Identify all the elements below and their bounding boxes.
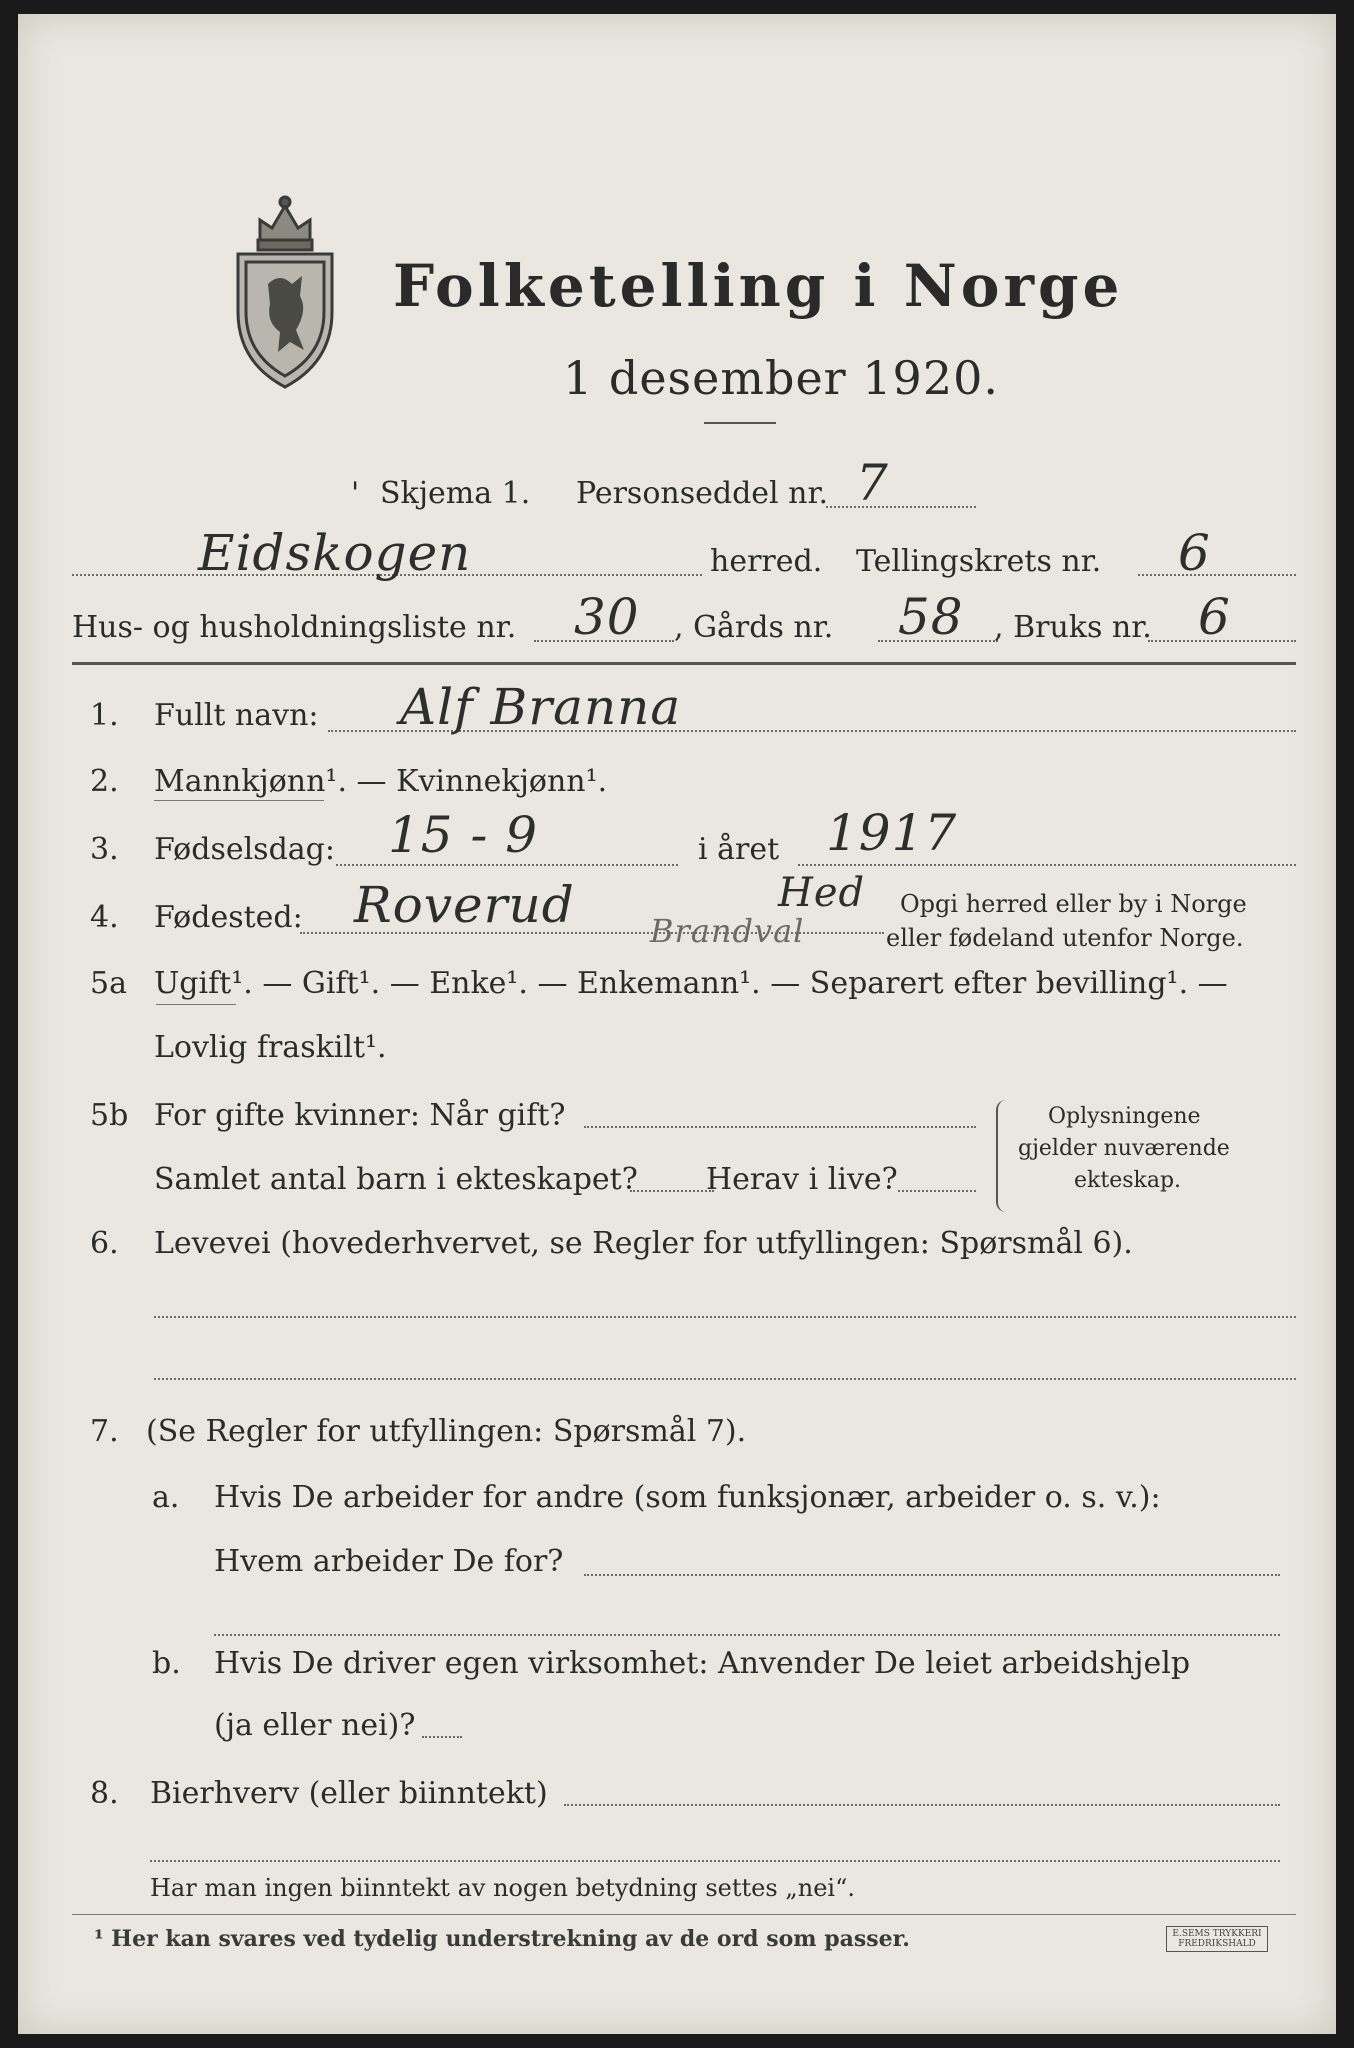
q3-label: Fødselsdag: — [154, 832, 335, 867]
q8-number: 8. — [90, 1776, 119, 1811]
q7-number: 7. — [90, 1414, 119, 1449]
header-divider — [72, 662, 1296, 665]
printer-stamp — [1166, 1926, 1268, 1952]
q6-number: 6. — [90, 1226, 119, 1261]
tick-mark: ' — [351, 476, 360, 511]
q5b-number: 5b — [90, 1098, 129, 1133]
tellingskrets-label: Tellingskrets nr. — [856, 544, 1102, 579]
q7a-letter: a. — [152, 1480, 180, 1515]
q5a-line2: Lovlig fraskilt¹. — [154, 1030, 387, 1065]
form-title: Folketelling i Norge — [393, 252, 1124, 320]
q3-year-line — [798, 864, 1296, 866]
footnote-divider — [72, 1914, 1296, 1915]
q5b-note-bracket — [996, 1100, 1006, 1212]
q3-year-value: 1917 — [826, 804, 958, 862]
tellingskrets-value: 6 — [1178, 524, 1211, 582]
q5a-number: 5a — [90, 966, 127, 1001]
hus-value: 30 — [574, 588, 640, 646]
q4-label: Fødested: — [154, 900, 303, 935]
gards-label: , Gårds nr. — [674, 610, 834, 645]
q2-number: 2. — [90, 764, 119, 799]
q7a-employer-line — [584, 1574, 1280, 1576]
bruks-value: 6 — [1198, 588, 1231, 646]
q7b-line1: Hvis De driver egen virksomhet: Anvender De leiet arbeidshjelp — [214, 1646, 1191, 1681]
q7b-letter: b. — [152, 1646, 181, 1681]
q7b-answer-line — [422, 1736, 462, 1738]
tellingskrets-line — [1138, 574, 1296, 576]
q4-number: 4. — [90, 900, 119, 935]
gards-value: 58 — [898, 588, 964, 646]
bruks-label: , Bruks nr. — [994, 610, 1152, 645]
personseddel-label: Personseddel nr. — [576, 476, 829, 511]
q3-line — [336, 864, 678, 866]
herred-value: Eidskogen — [198, 524, 472, 582]
q5b-line1: For gifte kvinner: Når gift? — [154, 1098, 566, 1133]
q4-value: Roverud — [354, 876, 575, 934]
personseddel-line — [826, 506, 976, 508]
hus-label: Hus- og husholdningsliste nr. — [72, 610, 517, 645]
q2-underline-mark — [154, 800, 324, 801]
q1-label: Fullt navn: — [154, 698, 319, 733]
q8-line1 — [564, 1804, 1280, 1806]
q5a-line1: Ugift¹. — Gift¹. — Enke¹. — Enkemann¹. — Separert efter bevilling¹. — — [154, 966, 1228, 1001]
q6-label: Levevei (hovederhvervet, se Regler for utfyllingen: Spørsmål 6). — [154, 1226, 1133, 1261]
q5b-line2a: Samlet antal barn i ekteskapet? — [154, 1162, 638, 1197]
q8-note: Har man ingen biinntekt av nogen betydning settes „nei“. — [150, 1874, 855, 1902]
q5b-line2b: Herav i live? — [706, 1162, 898, 1197]
q7a-line1: Hvis De arbeider for andre (som funksjonær, arbeider o. s. v.): — [214, 1480, 1161, 1515]
q8-label: Bierhverv (eller biinntekt) — [150, 1776, 548, 1811]
herred-label: herred. — [710, 544, 823, 579]
q5b-note-line1: Oplysningene — [1048, 1104, 1201, 1129]
census-date: 1 desember 1920. — [563, 351, 999, 405]
q5b-married-line — [584, 1126, 976, 1128]
q5b-note-line2: gjelder nuværende — [1018, 1136, 1230, 1161]
q7b-line2: (ja eller nei)? — [214, 1708, 416, 1743]
q1-value: Alf Branna — [400, 678, 682, 736]
q7a-extra-line — [214, 1634, 1280, 1636]
q7-label: (Se Regler for utfyllingen: Spørsmål 7). — [146, 1414, 747, 1449]
q5a-underline-mark — [156, 1004, 236, 1005]
q5b-note-line3: ekteskap. — [1074, 1168, 1182, 1193]
q5b-children-line — [630, 1190, 714, 1192]
q2-label: Mannkjønn¹. — Kvinnekjønn¹. — [154, 764, 608, 799]
q4-note-line2: eller fødeland utenfor Norge. — [886, 924, 1244, 952]
q3-number: 3. — [90, 832, 119, 867]
q4-value-parish: Brandval — [650, 912, 805, 950]
q5b-alive-line — [898, 1190, 976, 1192]
q7a-line2: Hvem arbeider De for? — [214, 1544, 564, 1579]
q6-line2 — [154, 1378, 1296, 1380]
q8-line2 — [150, 1860, 1280, 1862]
personseddel-value: 7 — [856, 454, 889, 512]
q4-note-line1: Opgi herred eller by i Norge — [900, 890, 1247, 918]
skjema-label: Skjema 1. — [380, 476, 531, 511]
title-divider — [704, 422, 776, 424]
q3-value: 15 - 9 — [388, 806, 539, 864]
q4-value-county: Hed — [778, 870, 866, 916]
printer-stamp-line2: FREDRIKSHALD — [1178, 1939, 1256, 1949]
q1-number: 1. — [90, 698, 119, 733]
printer-stamp-line1: E.SEMS TRYKKERI — [1172, 1929, 1262, 1939]
coat-of-arms-icon — [230, 192, 340, 392]
census-form-page — [18, 14, 1336, 2034]
footnote: ¹ Her kan svares ved tydelig understrekning av de ord som passer. — [94, 1926, 910, 1952]
q3-year-label: i året — [698, 832, 780, 867]
q6-line1 — [154, 1316, 1296, 1318]
